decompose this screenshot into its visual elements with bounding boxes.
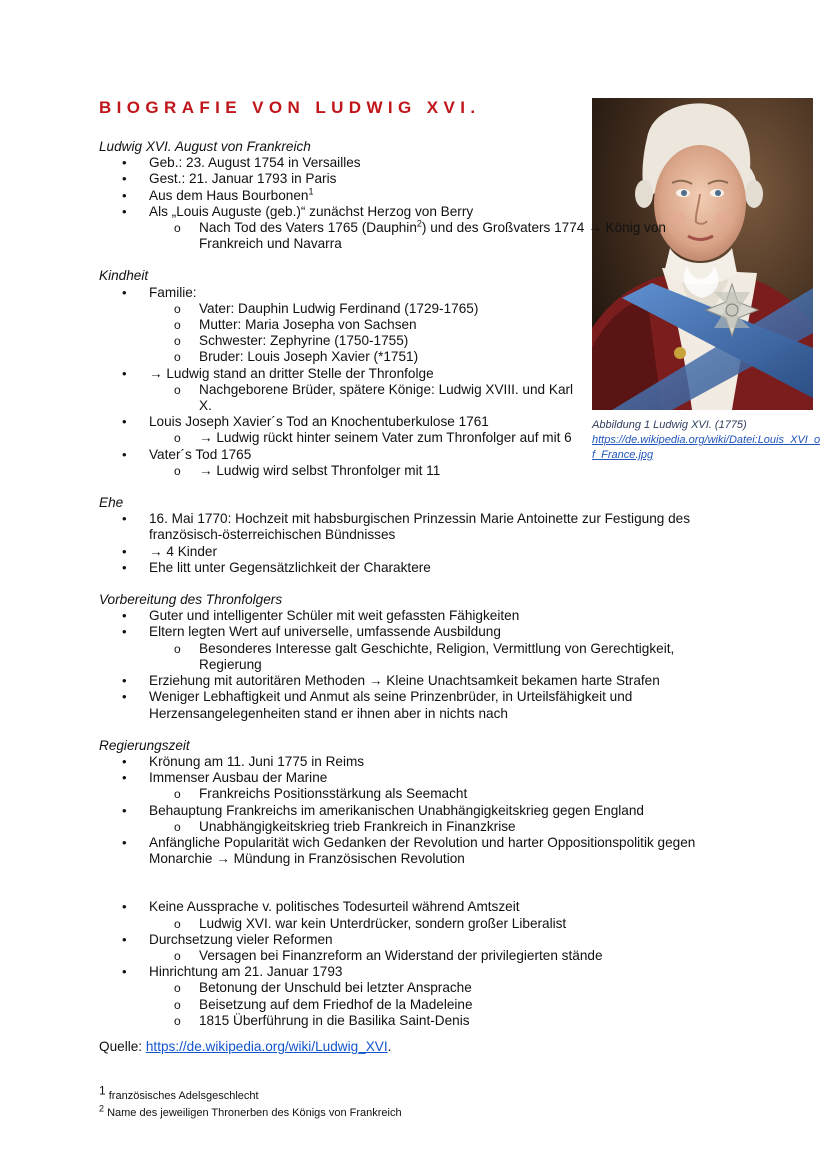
list-item: • Vater´s Tod 1765 o → Ludwig wird selbst Thronfolger mit 11 bbox=[99, 447, 719, 479]
ehe-list bbox=[99, 511, 719, 576]
kindheit-list bbox=[99, 285, 719, 479]
list-item: • Durchsetzung vieler Reformen o Versagen bei Finanzreform an Widerstand der privilegierten stände bbox=[99, 932, 719, 964]
list-item: • Als „Louis Auguste (geb.)“ zunächst Herzog von Berry o Nach Tod des Vaters 1765 (Dauphin$^2$) und des Großvaters 1774 → König von Frankreich und Navarra bbox=[99, 204, 719, 253]
sub-list-item: o Besonderes Interesse galt Geschichte, Religion, Vermittlung von Gerechtigkeit, Regierung bbox=[99, 641, 719, 673]
figure-caption: Abbildung 1 Ludwig XVI. (1775) bbox=[592, 419, 747, 431]
sub-list bbox=[149, 819, 719, 835]
list-item: • Behauptung Frankreichs im amerikanischen Unabhängigkeitskrieg gegen England o Unabhängigkeitskrieg trieb Frankreich in Finanzkrise bbox=[99, 803, 719, 835]
source-link[interactable]: https://de.wikipedia.org/wiki/Ludwig_XVI bbox=[145, 1038, 388, 1054]
list-item: • Familie: o Vater: Dauphin Ludwig Ferdinand (1729-1765) o Mutter: Maria Josepha von Sachsen o Schwester: Zephyrine (1750-1755) o Bruder: Louis Joseph Xavier (*1751) bbox=[99, 285, 719, 366]
sub-list-item: o Versagen bei Finanzreform an Widerstand der privilegierten stände bbox=[99, 948, 719, 964]
list-item: • Guter und intelligenter Schüler mit weit gefassten Fähigkeiten bbox=[99, 608, 719, 624]
section-heading-kindheit: Kindheit bbox=[99, 268, 149, 284]
sub-list-item: o Mutter: Maria Josepha von Sachsen bbox=[99, 317, 719, 333]
document-title: BIOGRAFIE VON LUDWIG XVI. bbox=[99, 98, 481, 117]
sub-list bbox=[149, 301, 719, 366]
sub-list-item: o Schwester: Zephyrine (1750-1755) bbox=[99, 333, 719, 349]
sub-list-item: o → Ludwig rückt hinter seinem Vater zum Thronfolger auf mit 6 bbox=[99, 430, 719, 446]
section-heading-ehe: Ehe bbox=[99, 495, 124, 511]
list-item: • Keine Aussprache v. politisches Todesurteil während Amtszeit o Ludwig XVI. war kein Unterdrücker, sondern großer Liberalist bbox=[99, 899, 719, 931]
list-item: • 16. Mai 1770: Hochzeit mit habsburgischen Prinzessin Marie Antoinette zur Festigung des französisch-österreichischen Bündnisses bbox=[99, 511, 719, 543]
section-heading-intro: Ludwig XVI. August von Frankreich bbox=[99, 139, 311, 154]
sub-list-item: o Nachgeborene Brüder, spätere Könige: Ludwig XVIII. und Karl X. bbox=[99, 382, 579, 414]
list-item: • Immenser Ausbau der Marine o Frankreichs Positionsstärkung als Seemacht bbox=[99, 770, 719, 802]
figure-source-link[interactable]: https://de.wikipedia.org/wiki/Datei:Louis_XVI_of_France.jpg bbox=[592, 434, 821, 461]
sub-list-item: o Bruder: Louis Joseph Xavier (*1751) bbox=[99, 349, 719, 365]
later-list bbox=[99, 899, 719, 1029]
sub-list-item: o → Ludwig wird selbst Thronfolger mit 11 bbox=[99, 463, 719, 479]
footnote-ref[interactable]: 1 bbox=[308, 186, 314, 197]
sub-list bbox=[149, 220, 719, 252]
sub-list bbox=[149, 786, 719, 802]
list-item: • Erziehung mit autoritären Methoden → Kleine Unachtsamkeit bekamen harte Strafen bbox=[99, 673, 719, 689]
sub-list-item: o Nach Tod des Vaters 1765 (Dauphin$^2$) und des Großvaters 1774 → König von Frankreich und Navarra bbox=[99, 220, 719, 252]
sub-list bbox=[149, 641, 719, 673]
list-item: • Gest.: 21. Januar 1793 in Paris bbox=[99, 171, 719, 187]
list-item: • Hinrichtung am 21. Januar 1793 o Betonung der Unschuld bei letzter Ansprache o Beisetzung auf dem Friedhof de la Madeleine o 1815 Überführung in die Basilika Saint-Denis bbox=[99, 964, 719, 1029]
sub-list bbox=[149, 463, 719, 479]
document-body bbox=[99, 139, 719, 1069]
sub-list-item: o 1815 Überführung in die Basilika Saint-Denis bbox=[99, 1013, 719, 1029]
sub-list-item: o Unabhängigkeitskrieg trieb Frankreich in Finanzkrise bbox=[99, 819, 719, 835]
list-item: • Louis Joseph Xavier´s Tod an Knochentuberkulose 1761 o → Ludwig rückt hinter seinem Vater zum Thronfolger auf mit 6 bbox=[99, 414, 719, 446]
sub-list-item: o Vater: Dauphin Ludwig Ferdinand (1729-1765) bbox=[99, 301, 719, 317]
intro-list bbox=[99, 155, 719, 252]
list-item: • Krönung am 11. Juni 1775 in Reims bbox=[99, 754, 719, 770]
list-item: • → 4 Kinder bbox=[99, 544, 719, 560]
source-line: Quelle: https://de.wikipedia.org/wiki/Ludwig_XVI. bbox=[99, 1038, 392, 1054]
sub-list bbox=[149, 916, 719, 932]
sub-list-item: o Betonung der Unschuld bei letzter Ansprache bbox=[99, 980, 719, 996]
list-item: • Anfängliche Popularität wich Gedanken der Revolution und harter Oppositionspolitik gegen Monarchie → Mündung in Französischen Revolution bbox=[99, 835, 719, 867]
list-item: • Ehe litt unter Gegensätzlichkeit der Charaktere bbox=[99, 560, 719, 576]
footnote-ref[interactable]: 2 bbox=[416, 218, 422, 229]
list-item: • Geb.: 23. August 1754 in Versailles bbox=[99, 155, 719, 171]
sub-list bbox=[149, 382, 719, 414]
list-item: • Weniger Lebhaftigkeit und Anmut als seine Prinzenbrüder, in Urteilsfähigkeit und Herzensangelegenheiten stand er ihnen aber in nichts nach bbox=[99, 689, 719, 721]
sub-list-item: o Beisetzung auf dem Friedhof de la Madeleine bbox=[99, 997, 719, 1013]
sub-list bbox=[149, 430, 719, 446]
footnote-1: $^1$ französisches Adelsgeschlecht bbox=[99, 1083, 259, 1102]
list-item: • Eltern legten Wert auf universelle, umfassende Ausbildung o Besonderes Interesse galt Geschichte, Religion, Vermittlung von Gerechtigkeit, Regierung bbox=[99, 624, 719, 673]
vorbereitung-list bbox=[99, 608, 719, 721]
sub-list-item: o Frankreichs Positionsstärkung als Seemacht bbox=[99, 786, 719, 802]
list-item: • → Ludwig stand an dritter Stelle der Thronfolge o Nachgeborene Brüder, spätere Könige: Ludwig XVIII. und Karl X. bbox=[99, 366, 719, 415]
list-item: • Aus dem Haus Bourbonen$^1$ bbox=[99, 188, 719, 204]
section-heading-vorbereitung: Vorbereitung des Thronfolgers bbox=[99, 592, 283, 608]
sub-list-item: o Ludwig XVI. war kein Unterdrücker, sondern großer Liberalist bbox=[99, 916, 719, 932]
footnotes bbox=[99, 1083, 402, 1122]
regierung-list bbox=[99, 754, 719, 867]
footnote-2: $^2$ Name des jeweiligen Thronerben des Königs von Frankreich bbox=[99, 1103, 402, 1119]
section-heading-regierung: Regierungszeit bbox=[99, 737, 190, 753]
sub-list bbox=[149, 948, 719, 964]
sub-list bbox=[149, 980, 719, 1029]
